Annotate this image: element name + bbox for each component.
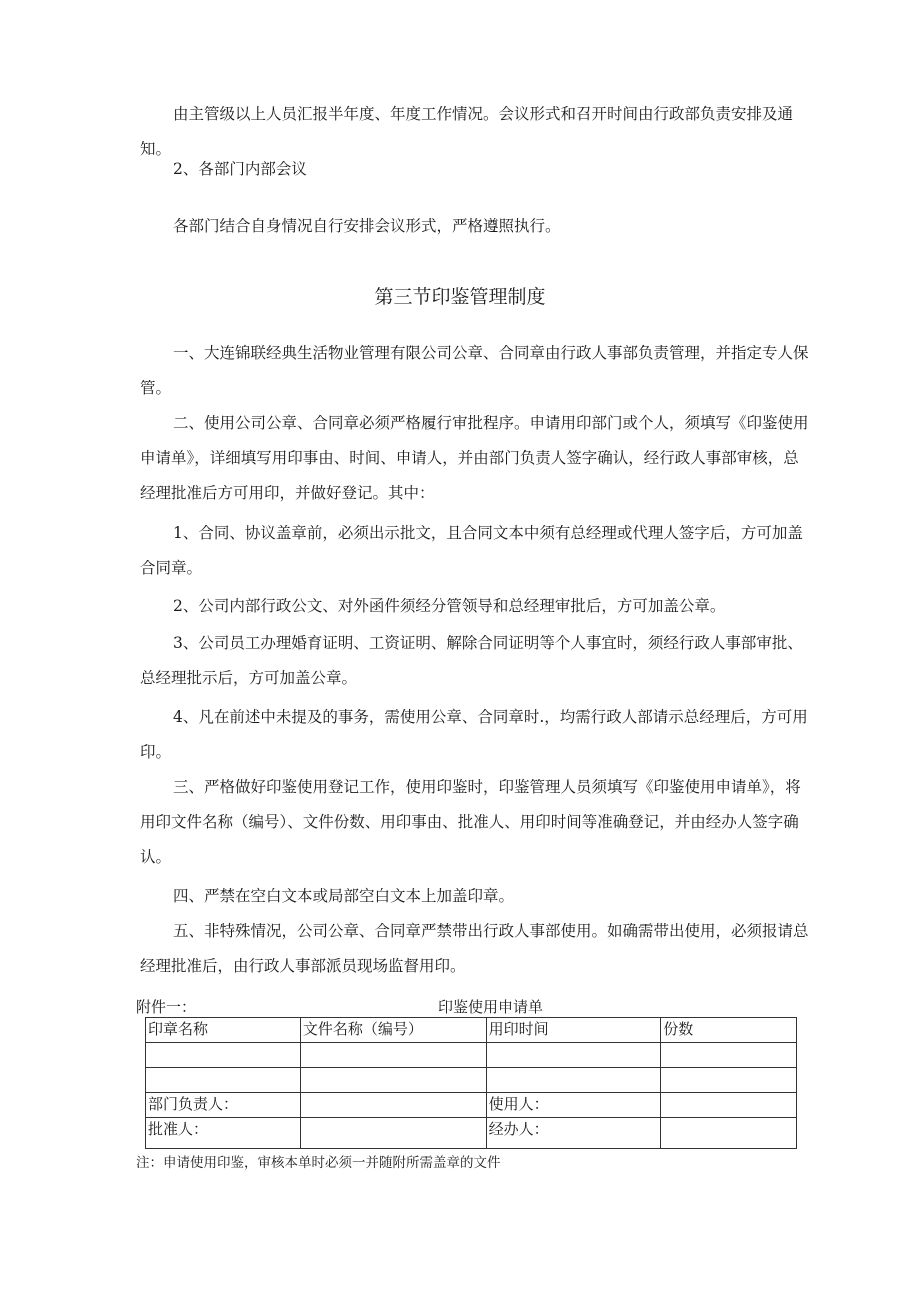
header-stamp-time: 用印时间: [486, 1018, 661, 1043]
form-cell: [661, 1043, 797, 1068]
approver-signature-cell: [300, 1118, 486, 1149]
form-note: 注：申请使用印鉴，审核本单时必须一并随附所需盖章的文件: [136, 1155, 501, 1171]
form-blank-row: [146, 1068, 797, 1093]
paragraph-meeting-report: 由主管级以上人员汇报半年度、年度工作情况。会议形式和召开时间由行政部负责安排及通知。: [140, 105, 794, 158]
rule-5: 五、非特殊情况，公司公章、合同章严禁带出行政人事部使用。如确需带出使用，必须报请总经理批准后，由行政人事部派员现场监督用印。: [140, 922, 809, 975]
dept-head-label: 部门负责人：: [146, 1093, 301, 1118]
user-signature-cell: [661, 1093, 797, 1118]
form-cell: [146, 1043, 301, 1068]
form-cell: [486, 1068, 661, 1093]
header-copies: 份数: [661, 1018, 797, 1043]
section-title: 第三节印鉴管理制度: [374, 286, 546, 308]
form-cell: [300, 1043, 486, 1068]
form-signature-row-1: [146, 1093, 797, 1118]
form-cell: [661, 1068, 797, 1093]
header-document-name: 文件名称（编号）: [300, 1018, 486, 1043]
handler-label: 经办人：: [486, 1118, 661, 1149]
rule-4: 四、严禁在空白文本或局部空白文本上加盖印章。: [173, 887, 515, 905]
form-blank-row: [146, 1043, 797, 1068]
paragraph-dept-meeting-heading: 2、各部门内部会议: [173, 160, 307, 178]
form-title: 印鉴使用申请单: [438, 998, 544, 1016]
rule-3: 三、严格做好印鉴使用登记工作，使用印鉴时，印鉴管理人员须填写《印鉴使用申请单》，将用印文件名称（编号）、文件份数、用印事由、批准人、用印时间等准确登记，并由经办人签字确认。: [140, 778, 801, 866]
paragraph-dept-meeting-body: 各部门结合自身情况自行安排会议形式，严格遵照执行。: [173, 217, 561, 235]
rule-2-item-1: 1、合同、协议盖章前，必须出示批文，且合同文本中须有总经理或代理人签字后，方可加盖合同章。: [140, 524, 803, 577]
seal-application-form: [145, 1017, 797, 1149]
rule-1: 一、大连锦联经典生活物业管理有限公司公章、合同章由行政人事部负责管理，并指定专人保管。: [140, 344, 809, 397]
user-label: 使用人：: [486, 1093, 661, 1118]
handler-signature-cell: [661, 1118, 797, 1149]
dept-head-signature-cell: [300, 1093, 486, 1118]
form-cell: [486, 1043, 661, 1068]
form-cell: [146, 1068, 301, 1093]
form-header-row: [146, 1018, 797, 1043]
rule-2-item-2: 2、公司内部行政公文、对外函件须经分管领导和总经理审批后，方可加盖公章。: [173, 597, 726, 615]
rule-2: 二、使用公司公章、合同章必须严格履行审批程序。申请用印部门或个人，须填写《印鉴使用申请单》，详细填写用印事由、时间、申请人，并由部门负责人签字确认，经行政人事部审核，总经理批准后方可用印，并做好登记。其中：: [140, 414, 809, 502]
form-signature-row-2: [146, 1118, 797, 1149]
header-seal-name: 印章名称: [146, 1018, 301, 1043]
rule-2-item-4: 4、凡在前述中未提及的事务，需使用公章、合同章时.，均需行政人部请示总经理后，方可用印。: [140, 708, 808, 761]
form-cell: [300, 1068, 486, 1093]
approver-label: 批准人：: [146, 1118, 301, 1149]
rule-2-item-3: 3、公司员工办理婚育证明、工资证明、解除合同证明等个人事宜时，须经行政人事部审批、总经理批示后，方可加盖公章。: [140, 634, 803, 687]
attachment-label: 附件一：: [136, 998, 197, 1016]
